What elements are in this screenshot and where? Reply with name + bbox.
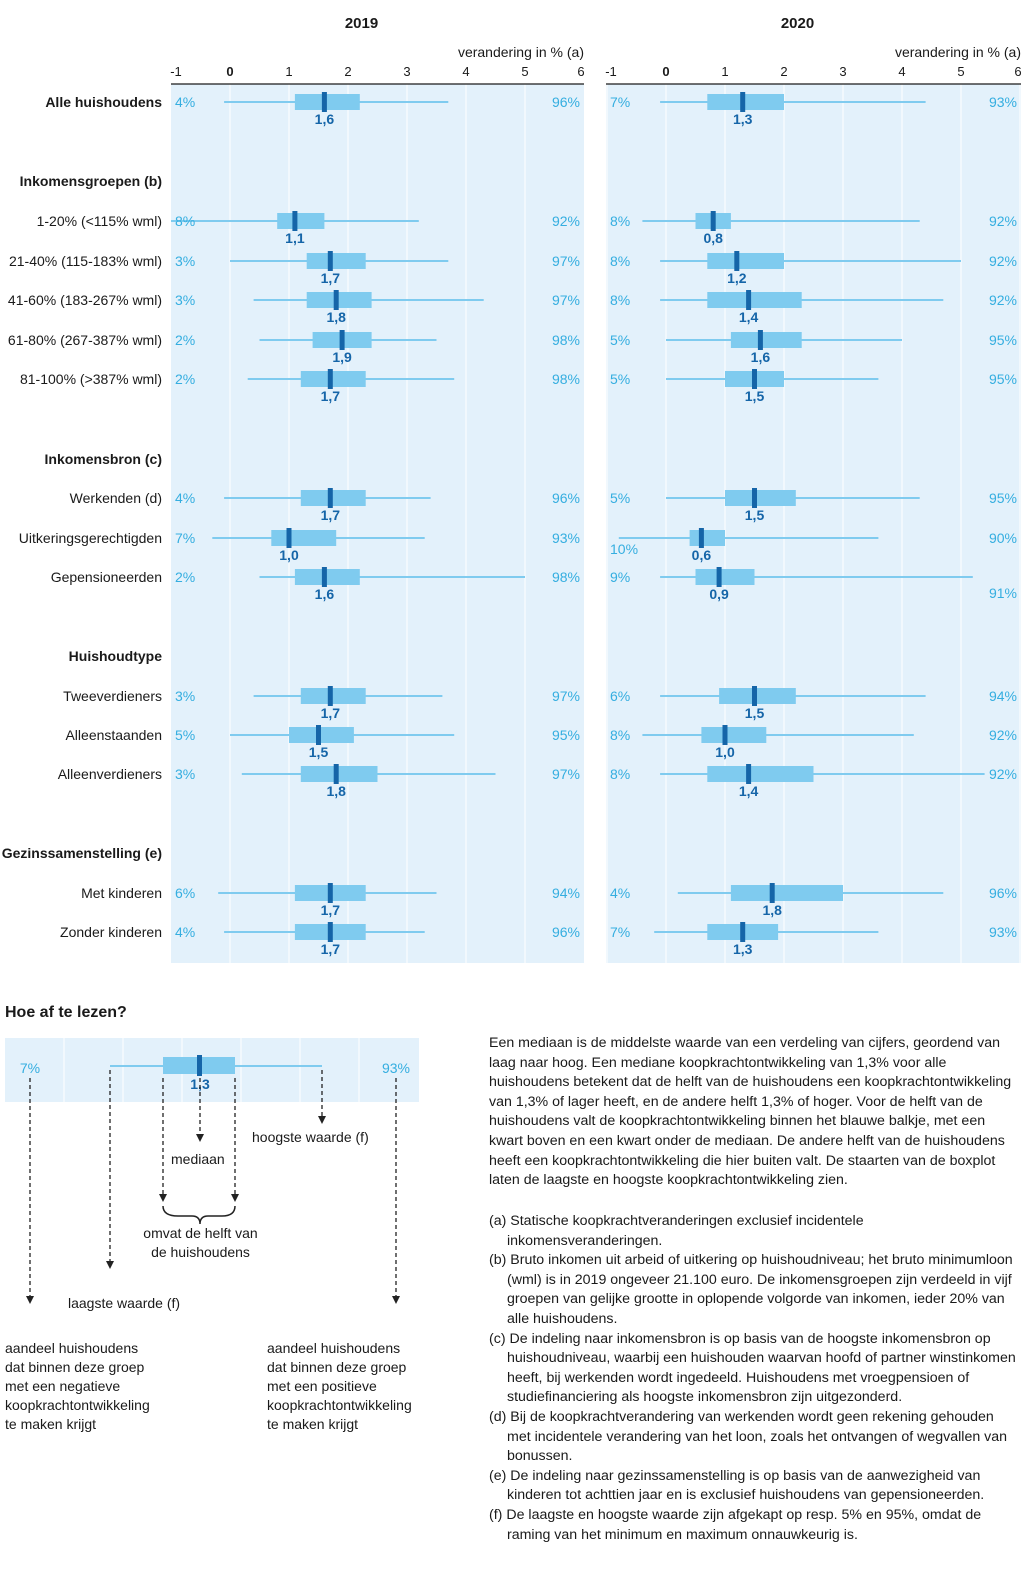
negative-share-pct: 7% — [610, 924, 631, 940]
group-header: Huishoudtype — [68, 648, 162, 664]
median-label: 1,0 — [715, 744, 735, 760]
negative-share-pct: 8% — [175, 213, 196, 229]
box — [719, 688, 796, 704]
neg-share-line: dat binnen deze groep — [5, 1359, 145, 1375]
median-label: 1,4 — [738, 783, 759, 799]
median-label: 1,7 — [320, 941, 341, 957]
box — [295, 94, 360, 110]
x-tick-label: -1 — [605, 64, 617, 79]
x-tick-label: 2 — [780, 64, 788, 79]
median-mark — [746, 764, 751, 784]
box — [271, 530, 336, 546]
label-omvat — [138, 1224, 263, 1262]
median-label: 1,6 — [314, 586, 335, 602]
negative-share-pct: 3% — [175, 688, 196, 704]
median-mark — [723, 725, 728, 745]
median-mark — [287, 528, 292, 548]
negative-share-pct: 2% — [175, 371, 196, 387]
neg-share-line: te maken krijgt — [5, 1416, 97, 1432]
panel-title: 2020 — [780, 15, 815, 32]
row-label: Met kinderen — [81, 885, 162, 901]
negative-share-pct: 4% — [175, 490, 196, 506]
how-to-read-title: Hoe af te lezen? — [5, 1004, 127, 1021]
negative-share-pct: 6% — [610, 688, 631, 704]
negative-share-pct: 10% — [610, 541, 639, 557]
group-header: Alle huishoudens — [45, 94, 162, 110]
footnote-d: (d) Bij de koopkrachtverandering van werkenden wordt geen rekening gehouden met incidentele verandering van het loon, zoals het ontvangen of wegvallen van bonussen. — [489, 1408, 1008, 1465]
median-mark — [758, 330, 763, 350]
axis-title: verandering in % (a) — [457, 44, 584, 60]
median-mark — [740, 92, 745, 112]
positive-share-pct: 92% — [988, 292, 1017, 308]
median-mark — [746, 290, 751, 310]
negative-share-pct: 8% — [610, 727, 631, 743]
label-negative-share — [5, 1339, 150, 1434]
group-header: Gezinssamenstelling (e) — [1, 845, 162, 861]
negative-share-pct: 7% — [610, 94, 631, 110]
positive-share-pct: 96% — [551, 924, 580, 940]
positive-share-pct: 91% — [988, 585, 1017, 601]
row-label: Werkenden (d) — [69, 490, 162, 506]
box — [307, 253, 366, 269]
median-label: 1,0 — [279, 547, 299, 563]
median-label: 1,4 — [738, 309, 759, 325]
median-mark — [770, 883, 775, 903]
median-mark — [699, 528, 704, 548]
positive-share-pct: 94% — [551, 885, 580, 901]
median-mark — [328, 686, 333, 706]
pos-share-line: aandeel huishoudens — [267, 1340, 401, 1356]
label-omvat-line2: de huishoudens — [151, 1244, 250, 1260]
median-mark — [340, 330, 345, 350]
median-mark — [322, 567, 327, 587]
row-label: 1-20% (<115% wml) — [36, 213, 162, 229]
median-label: 1,7 — [320, 902, 341, 918]
median-mark — [752, 686, 757, 706]
box — [701, 727, 766, 743]
neg-share-line: aandeel huishoudens — [5, 1340, 139, 1356]
median-mark — [328, 883, 333, 903]
negative-share-pct: 8% — [610, 253, 631, 269]
explanation-text: Een mediaan is de middelste waarde van een verdeling van cijfers, geordend van laag naar hoog. Een mediane koopkrachtontwikkeling van 1,3% voor alle huishoudens betekent dat de helft van de huishoudens een koopkrachtontwikkeling van 1,3% of lager heeft, en de andere helft 1,3% of hoger. Voor de helft van de huishoudens valt de koopkrachtontwikkeling binnen het blauwe balkje, met een kwart boven en een kwart onder de mediaan. De andere helft van de huishoudens heeft een koopkrachtontwikkeling die hier buiten valt. De staarten van de boxplot laten de laagste en hoogste koopkrachtontwikkeling zien. — [489, 1035, 1012, 1189]
positive-share-pct: 95% — [551, 727, 580, 743]
x-tick-label: 0 — [226, 64, 234, 79]
negative-share-pct: 3% — [175, 766, 196, 782]
row-label: Tweeverdieners — [63, 688, 162, 704]
box — [301, 490, 366, 506]
median-label: 1,3 — [732, 941, 753, 957]
positive-share-pct: 96% — [551, 94, 580, 110]
positive-share-pct: 93% — [988, 94, 1017, 110]
x-tick-label: 5 — [957, 64, 965, 79]
box — [301, 371, 366, 387]
positive-share-pct: 93% — [988, 924, 1017, 940]
median-label: 0,8 — [703, 230, 723, 246]
neg-share-line: koopkrachtontwikkeling — [5, 1397, 150, 1413]
negative-share-pct: 5% — [610, 332, 631, 348]
row-label: Alleenstaanden — [65, 727, 162, 743]
positive-share-pct: 92% — [988, 253, 1017, 269]
box — [725, 490, 796, 506]
median-label: 1,5 — [744, 507, 765, 523]
median-label: 1,6 — [314, 111, 335, 127]
row-label: 41-60% (183-267% wml) — [7, 292, 162, 308]
median-label: 1,7 — [320, 507, 341, 523]
label-mediaan: mediaan — [171, 1151, 225, 1167]
median-label: 1,7 — [320, 705, 341, 721]
box — [301, 766, 378, 782]
median-mark — [292, 211, 297, 231]
pos-share-line: koopkrachtontwikkeling — [267, 1397, 412, 1413]
median-label: 1,3 — [732, 111, 753, 127]
box — [277, 213, 324, 229]
positive-share-pct: 97% — [551, 688, 580, 704]
box — [707, 292, 801, 308]
x-tick-label: 2 — [344, 64, 352, 79]
box — [307, 292, 372, 308]
median-mark — [740, 922, 745, 942]
box — [289, 727, 354, 743]
negative-share-pct: 8% — [610, 766, 631, 782]
axis-title: verandering in % (a) — [894, 44, 1021, 60]
label-laagste-waarde: laagste waarde (f) — [68, 1295, 181, 1311]
positive-share-pct: 98% — [551, 569, 580, 585]
label-positive-share — [267, 1339, 412, 1434]
median-mark — [328, 369, 333, 389]
x-tick-label: 0 — [662, 64, 670, 79]
x-tick-label: 4 — [898, 64, 906, 79]
row-label: 81-100% (>387% wml) — [19, 371, 162, 387]
box — [707, 94, 784, 110]
median-label: 1,7 — [320, 270, 341, 286]
pos-share-line: met een positieve — [267, 1378, 377, 1394]
row-label: Gepensioneerden — [50, 569, 162, 585]
median-label: 0,6 — [691, 547, 712, 563]
positive-share-pct: 90% — [988, 530, 1017, 546]
positive-share-pct: 92% — [988, 766, 1017, 782]
panel-background — [171, 84, 584, 963]
box — [707, 253, 784, 269]
negative-share-pct: 4% — [175, 924, 196, 940]
positive-share-pct: 98% — [551, 371, 580, 387]
positive-share-pct: 92% — [988, 213, 1017, 229]
median-mark — [752, 488, 757, 508]
median-label: 0,9 — [709, 586, 729, 602]
example-median-label: 1,3 — [190, 1076, 210, 1092]
footnotes — [489, 1212, 1021, 1545]
box — [731, 885, 843, 901]
box — [690, 530, 725, 546]
label-omvat-line1: omvat de helft van — [143, 1225, 258, 1241]
median-mark — [717, 567, 722, 587]
positive-share-pct: 95% — [988, 490, 1017, 506]
group-header: Inkomensgroepen (b) — [19, 173, 162, 189]
median-label: 1,8 — [762, 902, 782, 918]
negative-share-pct: 6% — [175, 885, 196, 901]
x-tick-label: 1 — [721, 64, 729, 79]
positive-share-pct: 95% — [988, 332, 1017, 348]
row-label: 61-80% (267-387% wml) — [7, 332, 162, 348]
median-label: 1,9 — [332, 349, 352, 365]
negative-share-pct: 7% — [175, 530, 196, 546]
negative-share-pct: 5% — [610, 371, 631, 387]
median-label: 1,6 — [750, 349, 771, 365]
x-tick-label: 3 — [839, 64, 847, 79]
x-tick-label: 1 — [285, 64, 293, 79]
footnote-f: (f) De laagste en hoogste waarde zijn afgekapt op resp. 5% en 95%, omdat de raming van het minimum en maximum onnauwkeurig is. — [489, 1506, 982, 1543]
median-mark — [334, 290, 339, 310]
median-mark — [328, 922, 333, 942]
footnote-c: (c) De indeling naar inkomensbron is op basis van de hoogste inkomensbron op huishoudniveau, waarbij een huishouden waarvan hoofd of partner winstinkomen heeft, bij werkenden wordt ingedeeld. Huishoudens met vroegpensioen of studiefinanciering als hoogste inkomensbron zijn uitgezonderd. — [489, 1330, 1016, 1406]
pos-share-line: dat binnen deze groep — [267, 1359, 407, 1375]
median-mark — [752, 369, 757, 389]
positive-share-pct: 94% — [988, 688, 1017, 704]
x-tick-label: 6 — [577, 64, 585, 79]
negative-share-pct: 4% — [175, 94, 196, 110]
median-label: 1,8 — [326, 309, 346, 325]
footnote-b: (b) Bruto inkomen uit arbeid of uitkering op huishoudniveau; het bruto minimumloon (wml) is in 2019 ongeveer 21.100 euro. De inkomensgroepen zijn verdeeld in vijf groepen van gelijke grootte in oplopende volgorde van inkomen, ieder 20% van alle huishoudens. — [489, 1252, 1013, 1327]
row-label: Zonder kinderen — [60, 924, 162, 940]
negative-share-pct: 5% — [175, 727, 196, 743]
example-pos-pct: 93% — [381, 1060, 411, 1076]
negative-share-pct: 5% — [610, 490, 631, 506]
neg-share-line: met een negatieve — [5, 1378, 121, 1394]
median-label: 1,1 — [285, 230, 305, 246]
positive-share-pct: 93% — [551, 530, 580, 546]
box — [696, 569, 755, 585]
footnote-a: (a) Statische koopkrachtveranderingen exclusief incidentele inkomensveranderingen. — [489, 1213, 864, 1249]
median-label: 1,8 — [326, 783, 346, 799]
median-mark — [328, 488, 333, 508]
x-tick-label: 3 — [403, 64, 411, 79]
median-mark — [328, 251, 333, 271]
positive-share-pct: 97% — [551, 292, 580, 308]
panel-title: 2019 — [344, 15, 379, 32]
x-tick-label: 6 — [1014, 64, 1022, 79]
row-label: Alleenverdieners — [57, 766, 162, 782]
positive-share-pct: 97% — [551, 766, 580, 782]
positive-share-pct: 97% — [551, 253, 580, 269]
positive-share-pct: 95% — [988, 371, 1017, 387]
brace — [163, 1206, 235, 1224]
label-hoogste-waarde: hoogste waarde (f) — [252, 1129, 369, 1145]
median-mark — [734, 251, 739, 271]
median-mark — [316, 725, 321, 745]
positive-share-pct: 92% — [551, 213, 580, 229]
box — [301, 688, 366, 704]
negative-share-pct: 8% — [610, 292, 631, 308]
example-neg-pct: 7% — [19, 1060, 41, 1076]
negative-share-pct: 2% — [175, 569, 196, 585]
median-mark — [322, 92, 327, 112]
negative-share-pct: 9% — [610, 569, 631, 585]
median-mark — [334, 764, 339, 784]
positive-share-pct: 96% — [988, 885, 1017, 901]
median-label: 1,5 — [744, 705, 765, 721]
box — [707, 766, 813, 782]
median-label: 1,2 — [727, 270, 747, 286]
positive-share-pct: 96% — [551, 490, 580, 506]
x-tick-label: 4 — [462, 64, 470, 79]
positive-share-pct: 98% — [551, 332, 580, 348]
footnote-e: (e) De indeling naar gezinssamenstelling is op basis van de aanwezigheid van kinderen tot achttien jaar en is exclusief huishoudens van gepensioneerden. — [489, 1467, 985, 1504]
pos-share-line: te maken krijgt — [267, 1416, 359, 1432]
row-label: 21-40% (115-183% wml) — [8, 253, 162, 269]
box — [295, 569, 360, 585]
example-median — [197, 1055, 202, 1076]
median-mark — [711, 211, 716, 231]
median-label: 1,5 — [744, 388, 765, 404]
median-label: 1,5 — [308, 744, 329, 760]
box — [731, 332, 802, 348]
panel-background — [606, 84, 1021, 963]
row-label: Uitkeringsgerechtigden — [18, 530, 162, 546]
negative-share-pct: 4% — [610, 885, 631, 901]
x-tick-label: 5 — [521, 64, 529, 79]
negative-share-pct: 3% — [175, 292, 196, 308]
x-tick-label: -1 — [170, 64, 182, 79]
median-label: 1,7 — [320, 388, 341, 404]
group-header: Inkomensbron (c) — [44, 451, 162, 467]
negative-share-pct: 2% — [175, 332, 196, 348]
negative-share-pct: 3% — [175, 253, 196, 269]
positive-share-pct: 92% — [988, 727, 1017, 743]
negative-share-pct: 8% — [610, 213, 631, 229]
